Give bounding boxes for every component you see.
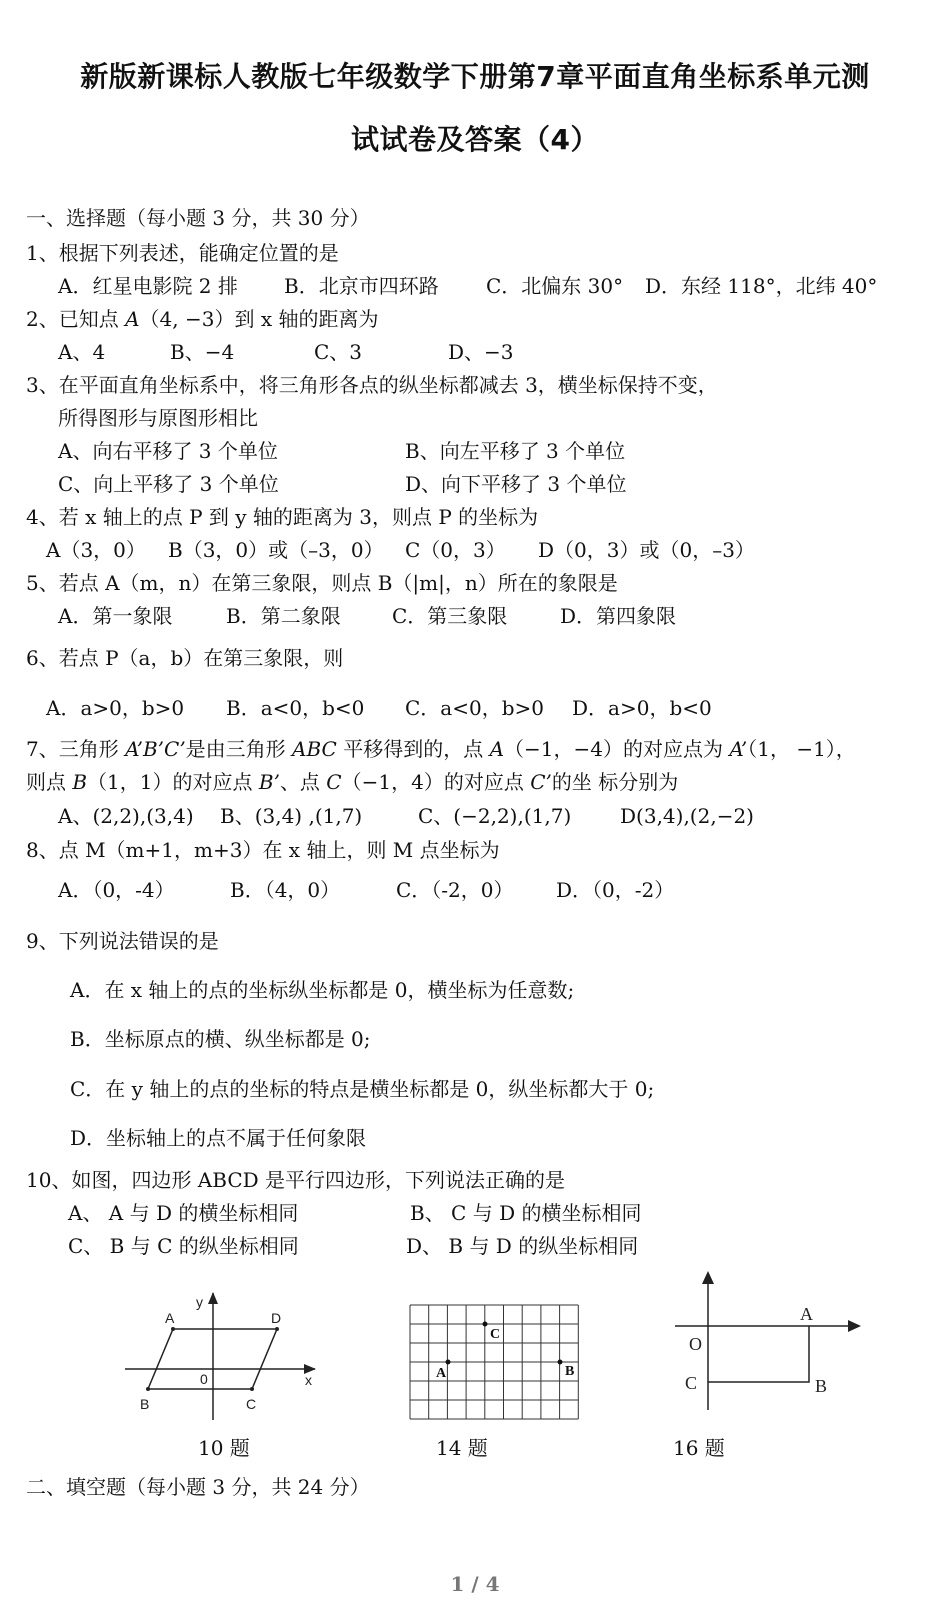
- fig10-y-arrow: [208, 1292, 218, 1304]
- q4-option-c: C（0，3）: [405, 538, 506, 562]
- q4-option-a: A（3，0）: [46, 538, 146, 562]
- q6-option-c: C．a<0，b>0: [405, 696, 544, 720]
- q8-option-d: D．（0，-2）: [556, 878, 675, 902]
- q6-option-a: A．a>0，b>0: [46, 696, 185, 720]
- fig16-rectangle-shape: [708, 1326, 809, 1382]
- fig10-label-y: y: [196, 1294, 203, 1310]
- q4-stem: 4、若 x 轴上的点 P 到 y 轴的距离为 3，则点 P 的坐标为: [26, 505, 539, 529]
- q2-option-b: B、−4: [170, 340, 235, 364]
- q3-option-d: D、向下平移了 3 个单位: [405, 472, 627, 496]
- q9-option-d: D．坐标轴上的点不属于任何象限: [70, 1126, 367, 1150]
- fig14-label-c: C: [490, 1327, 501, 1342]
- fig10-label-d: D: [271, 1310, 282, 1326]
- fig16-label-origin: O: [689, 1334, 702, 1354]
- fig16-label-c: C: [685, 1373, 698, 1393]
- figure-16-rectangle: [665, 1268, 870, 1413]
- q1-option-b: B．北京市四环路: [284, 274, 439, 298]
- q5-option-b: B．第二象限: [226, 604, 341, 628]
- q9-option-b: B．坐标原点的横、纵坐标都是 0;: [70, 1027, 371, 1051]
- q7-s3: 是由三角形: [185, 737, 293, 761]
- q8-option-c: C．（-2，0）: [396, 878, 514, 902]
- q8-option-b: B．（4，0）: [230, 878, 341, 902]
- fig10-point-a: [171, 1327, 175, 1331]
- figure-10-caption: 10 题: [198, 1436, 250, 1460]
- q7-stem-line1: [26, 736, 856, 762]
- q7-option-a: A、(2,2),(3,4): [58, 804, 194, 828]
- q7-s7: （−1，−4）的对应点为: [504, 737, 730, 761]
- q2-option-c: C、3: [314, 340, 363, 364]
- q7-s4: ABC: [292, 737, 337, 761]
- q7-option-c: C、(−2,2),(1,7): [418, 804, 572, 828]
- doc-title-line2: 试试卷及答案（4）: [351, 123, 599, 156]
- q7-s8: A’: [729, 737, 748, 761]
- q7-t4: B’: [258, 770, 280, 794]
- q4-option-d: D（0，3）或（0，–3）: [538, 538, 755, 562]
- fig14-label-b: B: [565, 1364, 575, 1379]
- q7-option-b: B、(3,4) ,(1,7): [220, 804, 363, 828]
- q2-option-d: D、−3: [448, 340, 514, 364]
- q7-t8: C’: [530, 770, 552, 794]
- q1-option-a: A．红星电影院 2 排: [58, 274, 238, 298]
- q6-option-d: D．a>0，b<0: [572, 696, 712, 720]
- q5-option-d: D．第四象限: [560, 604, 677, 628]
- q7-s2: A’B’C’: [125, 737, 186, 761]
- q1-option-c: C．北偏东 30°: [486, 274, 624, 298]
- fig10-point-c: [250, 1387, 254, 1391]
- q9-stem: 9、下列说法错误的是: [26, 929, 219, 953]
- q5-stem: 5、若点 A（m，n）在第三象限，则点 B（|m|，n）所在的象限是: [26, 571, 618, 595]
- q8-stem: 8、点 M（m+1，m+3）在 x 轴上，则 M 点坐标为: [26, 838, 500, 862]
- q3-option-c: C、向上平移了 3 个单位: [58, 472, 279, 496]
- q6-option-b: B．a<0，b<0: [226, 696, 365, 720]
- q5-option-a: A．第一象限: [58, 604, 173, 628]
- fig16-y-arrow: [702, 1271, 714, 1284]
- q9-option-a: A．在 x 轴上的点的坐标纵坐标都是 0，横坐标为任意数;: [70, 978, 575, 1002]
- q7-s9: （1， −1），: [747, 737, 856, 761]
- q8-option-a: A．（0，-4）: [58, 878, 175, 902]
- fig10-label-c: C: [246, 1396, 257, 1412]
- q3-stem-line2: 所得图形与原图形相比: [58, 406, 258, 430]
- figure-14-grid: [405, 1298, 585, 1423]
- section2-heading: 二、填空题（每小题 3 分，共 24 分）: [26, 1475, 370, 1499]
- q1-option-d: D．东经 118°，北纬 40°: [645, 274, 878, 298]
- q7-t1: 则点: [26, 770, 73, 794]
- fig16-label-b: B: [815, 1376, 828, 1396]
- q10-option-b: B、 C 与 D 的横坐标相同: [410, 1201, 642, 1225]
- page-number: 1 / 4: [450, 1572, 500, 1596]
- q7-t3: （1，1）的对应点: [87, 770, 259, 794]
- fig10-point-d: [275, 1327, 279, 1331]
- q7-s1: 7、三角形: [26, 737, 126, 761]
- q7-s5: 平移得到的，点: [336, 737, 490, 761]
- fig14-point-a: [446, 1360, 451, 1365]
- q7-t5: 、点: [279, 770, 327, 794]
- figure-16-caption: 16 题: [673, 1436, 725, 1460]
- q2-stem-b: （4, −3）到 x 轴的距离为: [139, 307, 379, 331]
- figure-10-parallelogram: [120, 1285, 330, 1425]
- fig14-label-a: A: [436, 1366, 447, 1381]
- q2-stem-a: 2、已知点: [26, 307, 126, 331]
- q2-option-a: A、4: [58, 340, 106, 364]
- q10-stem: 10、如图，四边形 ABCD 是平行四边形，下列说法正确的是: [26, 1168, 566, 1192]
- q2-stem-var: A: [125, 307, 140, 331]
- fig10-point-b: [146, 1387, 150, 1391]
- section1-heading: 一、选择题（每小题 3 分，共 30 分）: [26, 206, 370, 230]
- q7-t9: 的坐 标分别为: [551, 770, 679, 794]
- fig10-label-b: B: [140, 1396, 150, 1412]
- fig16-label-a: A: [800, 1304, 813, 1324]
- fig10-label-a: A: [165, 1310, 175, 1326]
- q10-option-c: C、 B 与 C 的纵坐标相同: [68, 1234, 299, 1258]
- q3-option-a: A、向右平移了 3 个单位: [58, 439, 278, 463]
- q7-t7: （−1，4）的对应点: [341, 770, 531, 794]
- q2-stem: [26, 306, 378, 332]
- q7-t6: C: [326, 770, 342, 794]
- q3-option-b: B、向左平移了 3 个单位: [405, 439, 626, 463]
- q7-stem-line2: [26, 769, 678, 795]
- figure-14-caption: 14 题: [436, 1436, 488, 1460]
- q1-stem: 1、根据下列表述，能确定位置的是: [26, 241, 339, 265]
- q10-option-d: D、 B 与 D 的纵坐标相同: [406, 1234, 639, 1258]
- q3-stem-line1: 3、在平面直角坐标系中，将三角形各点的纵坐标都减去 3，横坐标保持不变，: [26, 373, 718, 397]
- fig14-point-c: [483, 1322, 488, 1327]
- q7-s6: A: [489, 737, 505, 761]
- q5-option-c: C．第三象限: [392, 604, 508, 628]
- fig16-x-arrow: [848, 1320, 861, 1332]
- fig10-label-x: x: [305, 1372, 312, 1388]
- q7-option-d: D(3,4),(2,−2): [620, 804, 754, 828]
- q10-option-a: A、 A 与 D 的横坐标相同: [68, 1201, 299, 1225]
- fig14-point-b: [558, 1360, 563, 1365]
- q9-option-c: C．在 y 轴上的点的坐标的特点是横坐标都是 0，纵坐标都大于 0;: [70, 1077, 655, 1101]
- fig14-grid-lines: [410, 1305, 578, 1419]
- q4-option-b: B（3，0）或（–3，0）: [168, 538, 384, 562]
- q6-stem: 6、若点 P（a，b）在第三象限，则: [26, 646, 344, 670]
- q7-t2: B: [72, 770, 88, 794]
- doc-title-line1: 新版新课标人教版七年级数学下册第7章平面直角坐标系单元测: [80, 60, 870, 93]
- fig10-label-origin: 0: [200, 1371, 208, 1387]
